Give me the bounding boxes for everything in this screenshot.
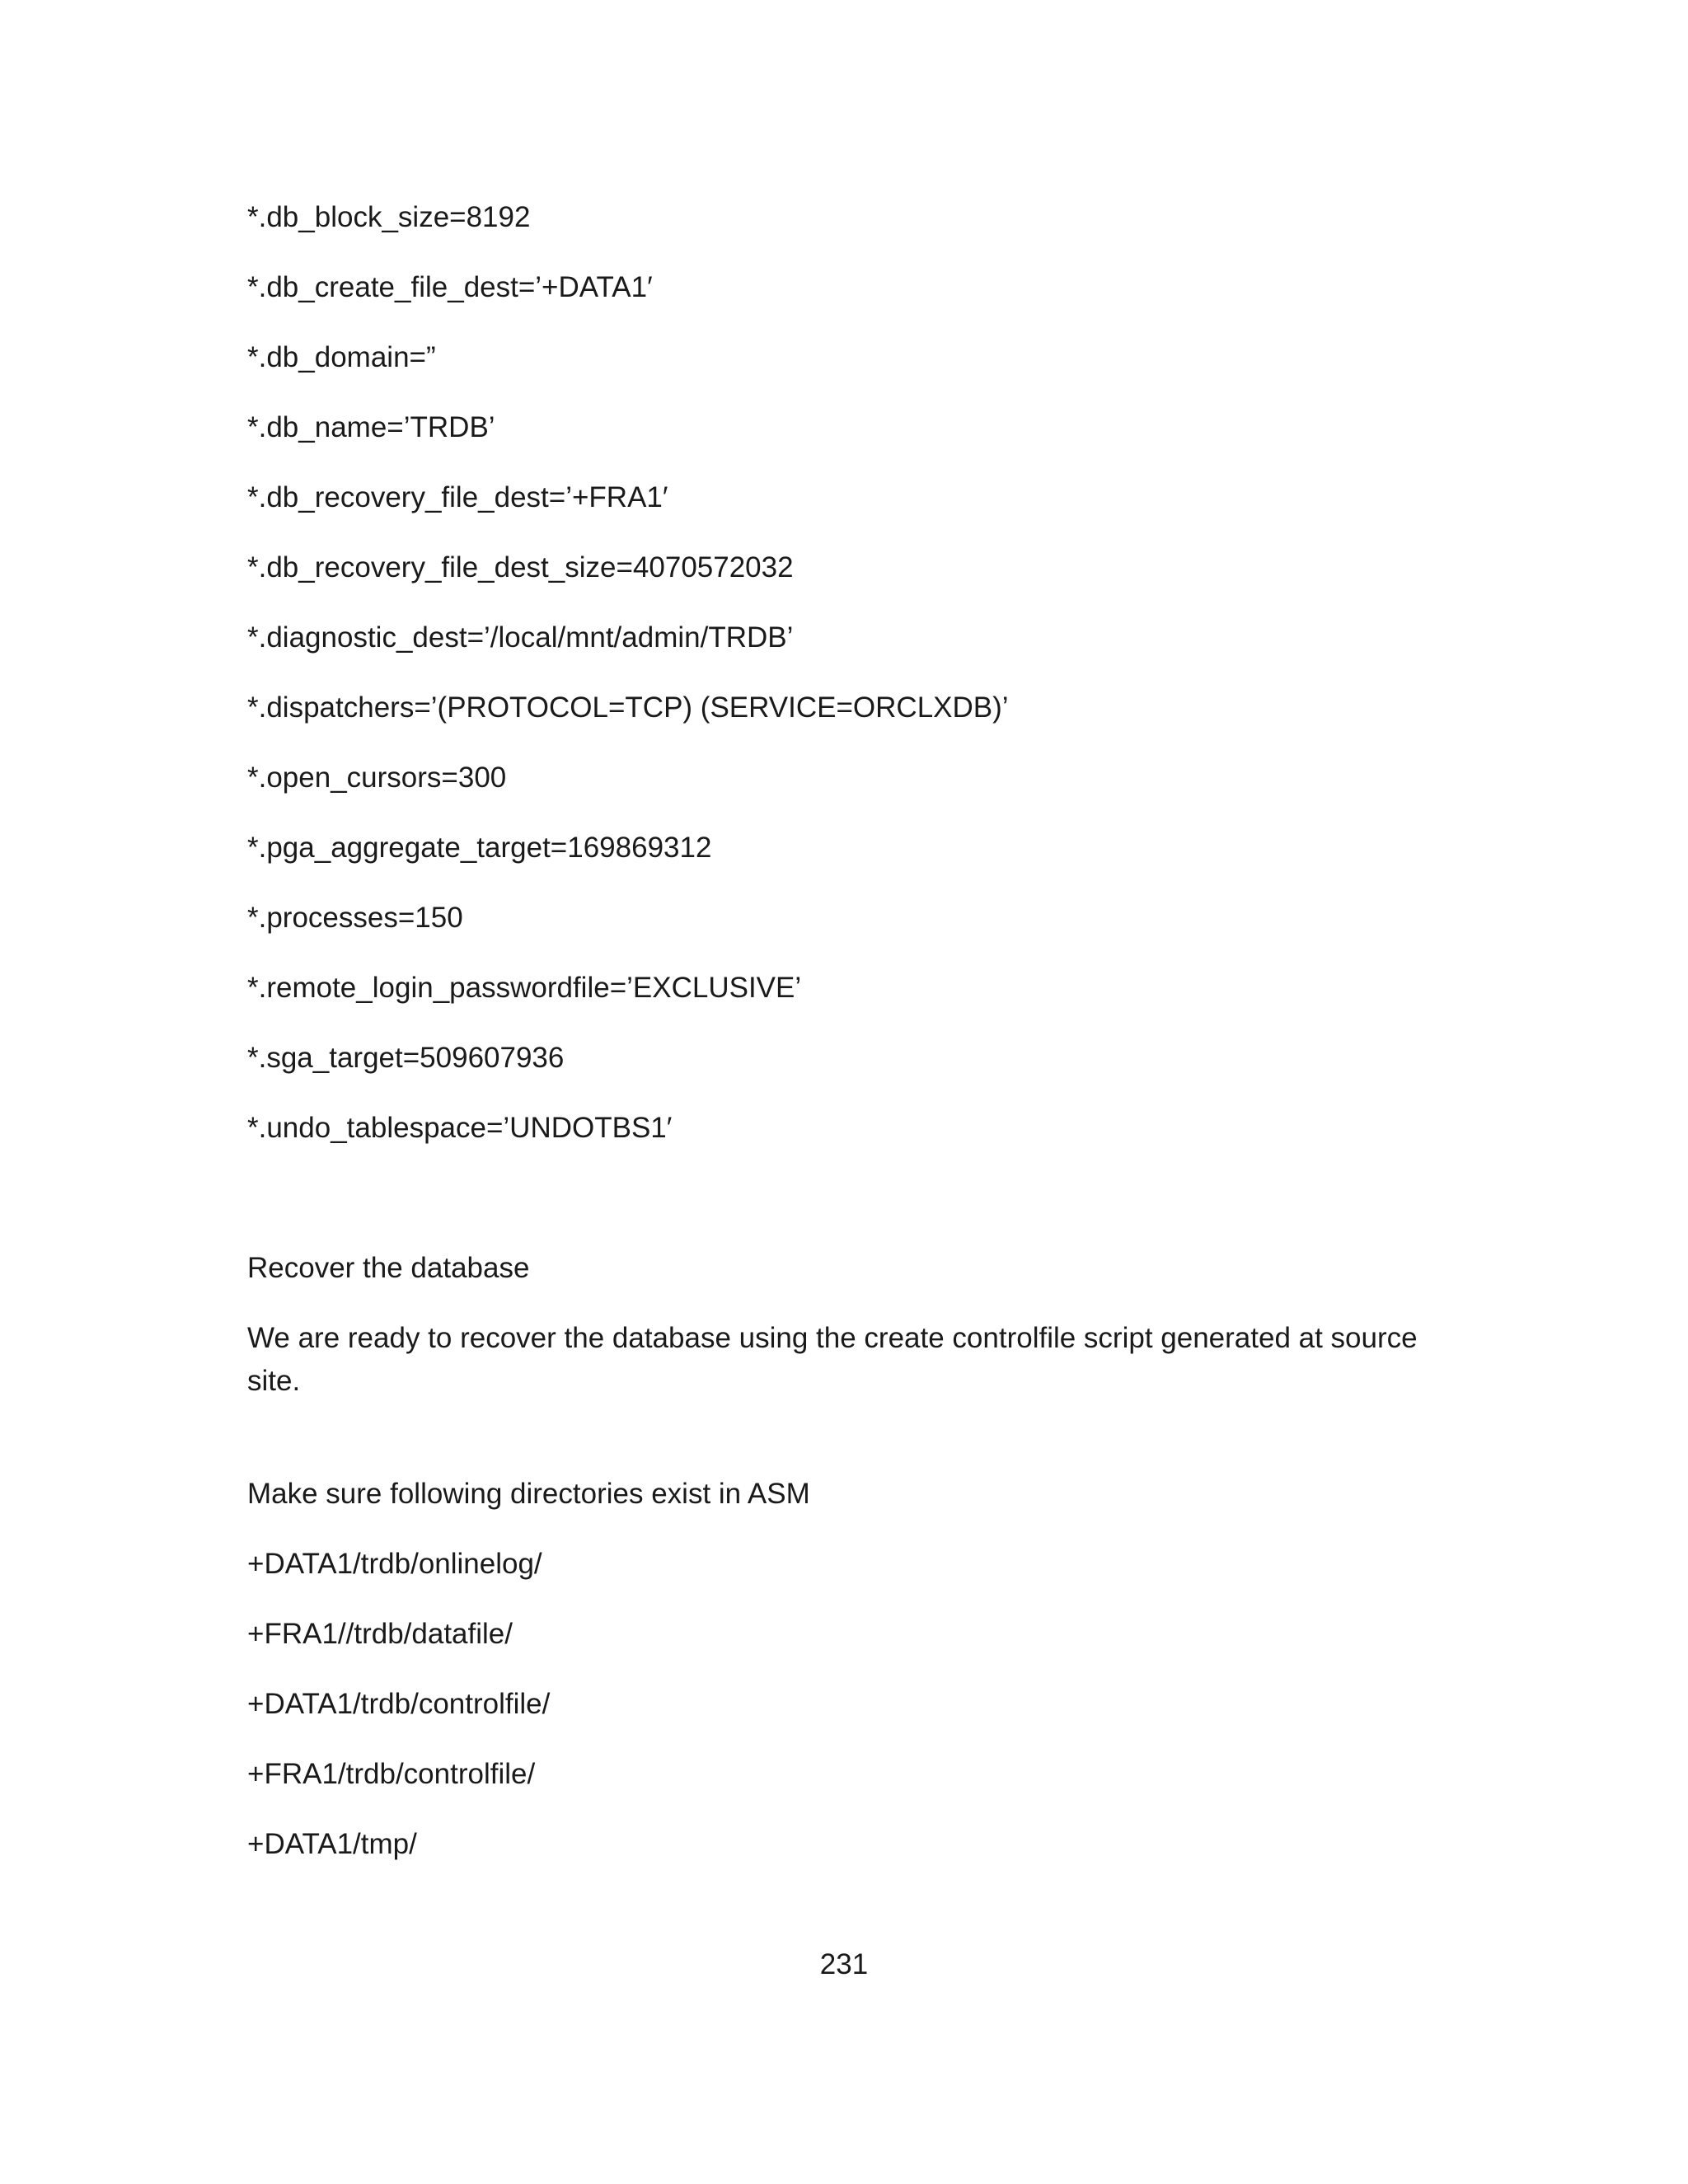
directory-item: +DATA1/trdb/controlfile/ (247, 1688, 551, 1720)
directory-item: +DATA1/trdb/onlinelog/ (247, 1548, 542, 1580)
parameter-line: *.db_create_file_dest=’+DATA1′ (247, 271, 653, 303)
parameter-line: *.db_domain=” (247, 341, 436, 373)
parameter-line: *.diagnostic_dest=’/local/mnt/admin/TRDB’ (247, 621, 794, 654)
directory-item: +DATA1/tmp/ (247, 1828, 417, 1860)
parameter-line: *.db_block_size=8192 (247, 201, 531, 233)
parameter-line: *.undo_tablespace=’UNDOTBS1′ (247, 1112, 673, 1144)
directory-list (247, 1543, 1426, 1866)
directories-intro: Make sure following directories exist in ASM (247, 1478, 810, 1510)
parameter-line: *.db_recovery_file_dest=’+FRA1′ (247, 481, 668, 513)
parameter-line: *.remote_login_passwordfile=’EXCLUSIVE’ (247, 972, 802, 1004)
parameter-line: *.db_name=’TRDB’ (247, 411, 495, 443)
section-spacer (247, 1177, 1426, 1247)
parameter-line: *.pga_aggregate_target=169869312 (247, 832, 712, 864)
parameter-line: *.processes=150 (247, 902, 463, 934)
page-number: 231 (819, 1948, 869, 1980)
section-heading: Recover the database (247, 1252, 530, 1284)
directory-item: +FRA1//trdb/datafile/ (247, 1618, 513, 1650)
parameter-line: *.dispatchers=’(PROTOCOL=TCP) (SERVICE=ORCLXDB)’ (247, 691, 1009, 724)
parameter-line: *.sga_target=509607936 (247, 1042, 565, 1074)
page-content (247, 196, 1426, 1893)
section-paragraph: We are ready to recover the database using the create controlfile script generated at source site. (247, 1322, 1418, 1397)
parameter-line: *.db_recovery_file_dest_size=4070572032 (247, 551, 794, 583)
directory-item: +FRA1/trdb/controlfile/ (247, 1758, 536, 1790)
parameter-list (247, 196, 1426, 1150)
parameter-line: *.open_cursors=300 (247, 762, 507, 794)
